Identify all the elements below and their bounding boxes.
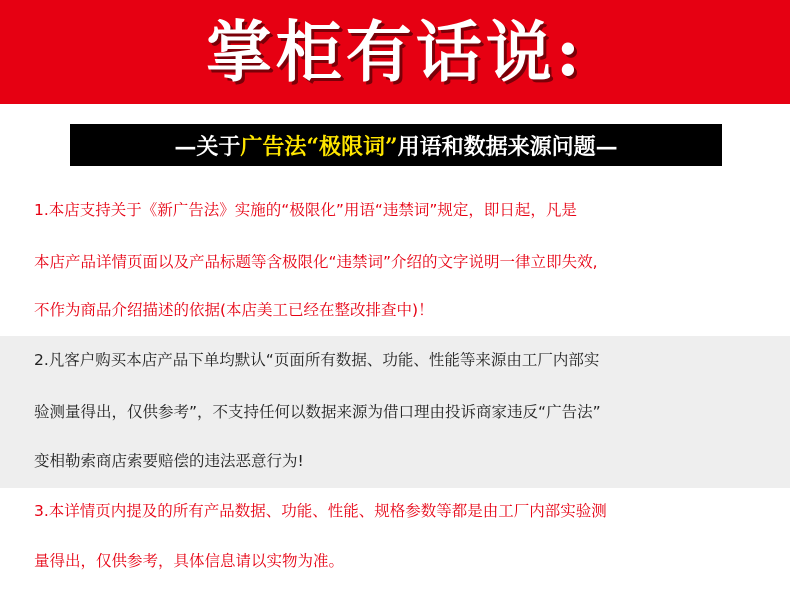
notice-section-1	[0, 178, 790, 336]
notice-1-line-2: 本店产品详情页面以及产品标题等含极限化“违禁词”介绍的文字说明一律立即失效,	[34, 253, 598, 271]
notice-3-line-1: 3.本详情页内提及的所有产品数据、功能、性能、规格参数等都是由工厂内部实验测	[34, 502, 607, 520]
header-banner	[0, 0, 790, 104]
subtitle-bar	[70, 124, 722, 166]
notice-2-line-1: 2.凡客户购买本店产品下单均默认“页面所有数据、功能、性能等来源由工厂内部实	[34, 351, 600, 369]
notice-2-line-2: 验测量得出，仅供参考”，不支持任何以数据来源为借口理由投诉商家违反“广告法”	[34, 403, 601, 421]
subtitle-highlight-ad-law: 广告法	[240, 133, 307, 160]
subtitle-highlight-extreme-words: “极限词”	[306, 133, 398, 160]
notice-section-3	[0, 488, 790, 603]
notice-1-line-1: 1.本店支持关于《新广告法》实施的“极限化”用语“违禁词”规定，即日起，凡是	[34, 201, 577, 219]
notice-1-line-3: 不作为商品介绍描述的依据(本店美工已经在整改排查中)！	[34, 301, 434, 319]
subtitle-suffix: 用语和数据来源问题—	[397, 133, 618, 160]
notice-3-line-2: 量得出，仅供参考，具体信息请以实物为准。	[34, 552, 345, 570]
banner-title: 掌柜有话说:	[205, 13, 585, 91]
notice-2-line-3: 变相勒索商店索要赔偿的违法恶意行为!	[34, 452, 304, 470]
notice-section-2	[0, 336, 790, 488]
subtitle-prefix: —关于	[174, 133, 241, 160]
